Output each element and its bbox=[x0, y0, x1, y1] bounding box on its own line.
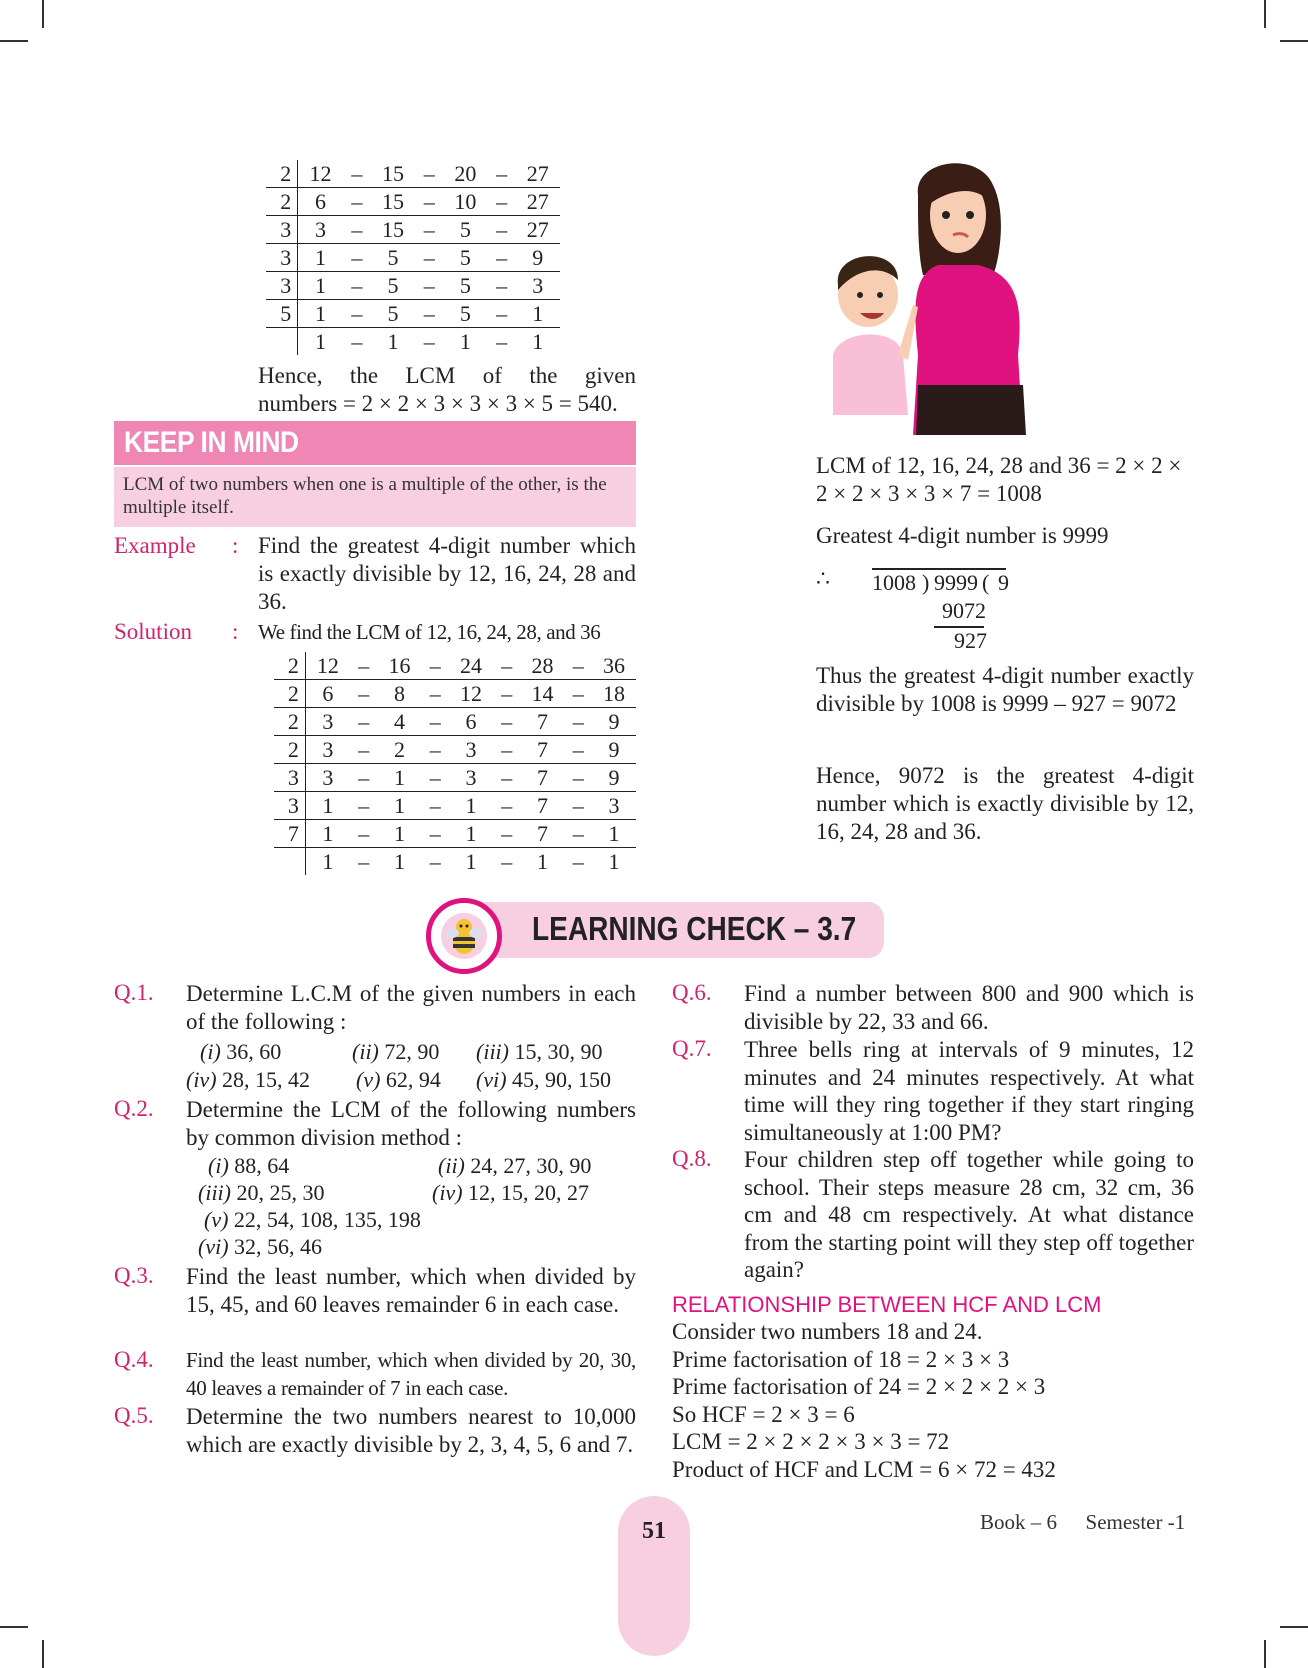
bee-icon bbox=[441, 913, 487, 959]
dash-cell: – bbox=[496, 329, 508, 354]
crop-mark bbox=[42, 0, 44, 28]
q4-text: Find the least number, which when divided by 20, 30, 40 leaves a remainder of 7 in each case. bbox=[186, 1348, 636, 1400]
value-cell: 12 bbox=[298, 160, 343, 188]
solution-label: Solution bbox=[114, 619, 192, 644]
dash-cell: – bbox=[351, 329, 363, 354]
value-cell: 1 bbox=[378, 764, 422, 792]
value-cell: 5 bbox=[443, 300, 487, 328]
solution-text: We find the LCM of 12, 16, 24, 28, and 36 bbox=[258, 620, 601, 644]
table-row bbox=[266, 188, 560, 216]
q1-items bbox=[186, 1038, 636, 1094]
divisor-cell: 3 bbox=[274, 792, 305, 820]
value-cell: 1 bbox=[532, 329, 544, 354]
value-cell: 9 bbox=[592, 736, 636, 764]
value-cell: 15 bbox=[371, 160, 415, 188]
divisor-cell: 3 bbox=[274, 764, 305, 792]
divisor-cell: 3 bbox=[266, 216, 298, 244]
value-cell: 5 bbox=[371, 272, 415, 300]
value-cell: 1 bbox=[378, 792, 422, 820]
q1-item: (vi) 45, 90, 150 bbox=[476, 1067, 612, 1092]
therefore-symbol: ∴ bbox=[816, 566, 830, 591]
learning-check-banner bbox=[426, 898, 884, 986]
q1-item: (iii) 15, 30, 90 bbox=[476, 1039, 603, 1064]
keep-in-mind-box bbox=[114, 421, 636, 527]
q2-item: (vi) 32, 56, 46 bbox=[198, 1234, 323, 1259]
value-cell: 28 bbox=[521, 652, 565, 680]
q3-text: Find the least number, which when divided by 15, 45, and 60 leaves remainder 6 in each case. bbox=[186, 1264, 636, 1317]
q2-number: Q.2. bbox=[114, 1096, 154, 1121]
dash-cell: – bbox=[415, 272, 443, 300]
dash-cell: – bbox=[421, 680, 449, 708]
value-cell: 18 bbox=[592, 680, 636, 708]
value-cell: 36 bbox=[592, 652, 636, 680]
value-cell: 5 bbox=[443, 244, 487, 272]
dash-cell: – bbox=[350, 820, 378, 848]
illustration-svg bbox=[818, 155, 1038, 435]
table-row bbox=[274, 820, 636, 848]
example-label: Example bbox=[114, 533, 196, 558]
q1-item: (iv) 28, 15, 42 bbox=[186, 1067, 311, 1092]
dash-cell: – bbox=[488, 160, 516, 188]
value-cell: 3 bbox=[305, 708, 350, 736]
q2-item: (i) 88, 64 bbox=[208, 1153, 290, 1178]
divisor-cell: 2 bbox=[266, 160, 298, 188]
product: 9072 bbox=[942, 598, 986, 623]
value-cell: 9 bbox=[592, 764, 636, 792]
example-text: Find the greatest 4-digit number which is exactly divisible by 12, 16, 24, 28 and 36. bbox=[258, 533, 636, 614]
divisor-cell: 3 bbox=[266, 272, 298, 300]
dash-cell: – bbox=[343, 160, 371, 188]
dash-cell: – bbox=[564, 680, 592, 708]
dash-cell: – bbox=[343, 272, 371, 300]
dash-cell: – bbox=[488, 300, 516, 328]
q2-text: Determine the LCM of the following numbers by common division method : bbox=[186, 1097, 636, 1150]
hcf-lcm-line: Prime factorisation of 18 = 2 × 3 × 3 bbox=[672, 1346, 1010, 1372]
dash-cell: – bbox=[421, 736, 449, 764]
value-cell: 9 bbox=[516, 244, 560, 272]
dash-cell: – bbox=[343, 216, 371, 244]
divisor-cell: 2 bbox=[274, 708, 305, 736]
hence-line-1: Hence, the LCM of the given bbox=[258, 363, 636, 388]
value-cell: 1 bbox=[608, 849, 620, 874]
dash-cell: – bbox=[493, 764, 521, 792]
value-cell: 7 bbox=[521, 764, 565, 792]
table-row bbox=[266, 244, 560, 272]
value-cell: 3 bbox=[592, 792, 636, 820]
hcf-lcm-heading: RELATIONSHIP BETWEEN HCF AND LCM bbox=[672, 1292, 1102, 1317]
value-cell: 6 bbox=[449, 708, 493, 736]
hence-line-2: numbers = 2 × 2 × 3 × 3 × 3 × 5 = 540. bbox=[258, 391, 618, 416]
value-cell: 1 bbox=[465, 849, 477, 874]
q2-items bbox=[186, 1152, 636, 1264]
dash-cell: – bbox=[493, 736, 521, 764]
dash-cell: – bbox=[564, 652, 592, 680]
value-cell: 14 bbox=[521, 680, 565, 708]
value-cell: 7 bbox=[521, 736, 565, 764]
division-table-1 bbox=[266, 160, 560, 355]
dash-cell: – bbox=[488, 272, 516, 300]
dash-cell: – bbox=[415, 188, 443, 216]
value-cell: 7 bbox=[521, 820, 565, 848]
dash-cell: – bbox=[415, 300, 443, 328]
value-cell: 3 bbox=[305, 736, 350, 764]
value-cell: 10 bbox=[443, 188, 487, 216]
value-cell: 12 bbox=[305, 652, 350, 680]
value-cell: 15 bbox=[371, 216, 415, 244]
table-row bbox=[274, 764, 636, 792]
hcf-lcm-lines bbox=[672, 1318, 1056, 1484]
dash-cell: – bbox=[421, 764, 449, 792]
value-cell: 5 bbox=[371, 244, 415, 272]
value-cell: 12 bbox=[449, 680, 493, 708]
value-cell: 7 bbox=[521, 708, 565, 736]
value-cell: 4 bbox=[378, 708, 422, 736]
value-cell: 1 bbox=[298, 244, 343, 272]
table-row bbox=[266, 328, 560, 356]
table-row bbox=[266, 216, 560, 244]
dash-cell: – bbox=[493, 708, 521, 736]
footer-semester: Semester -1 bbox=[1085, 1510, 1186, 1534]
value-cell: 3 bbox=[305, 764, 350, 792]
value-cell: 27 bbox=[516, 160, 560, 188]
q7-number: Q.7. bbox=[672, 1036, 712, 1061]
dash-cell: – bbox=[564, 820, 592, 848]
value-cell: 1 bbox=[315, 329, 327, 354]
value-cell: 15 bbox=[371, 188, 415, 216]
dash-cell: – bbox=[350, 708, 378, 736]
dash-cell: – bbox=[423, 329, 435, 354]
dash-cell: – bbox=[493, 792, 521, 820]
dividend: 9999 bbox=[934, 570, 978, 595]
dash-cell: – bbox=[564, 736, 592, 764]
hcf-lcm-line: So HCF = 2 × 3 = 6 bbox=[672, 1401, 855, 1427]
table-row bbox=[274, 736, 636, 764]
hcf-lcm-line: Prime factorisation of 24 = 2 × 2 × 2 × 3 bbox=[672, 1374, 1046, 1400]
dash-cell: – bbox=[343, 300, 371, 328]
q8-number: Q.8. bbox=[672, 1146, 712, 1171]
table-row bbox=[274, 680, 636, 708]
dash-cell: – bbox=[501, 849, 513, 874]
value-cell: 1 bbox=[516, 300, 560, 328]
divisor-cell: 2 bbox=[274, 736, 305, 764]
dash-cell: – bbox=[564, 708, 592, 736]
dash-cell: – bbox=[415, 160, 443, 188]
dash-cell: – bbox=[350, 736, 378, 764]
value-cell: 3 bbox=[516, 272, 560, 300]
dash-cell: – bbox=[572, 849, 584, 874]
value-cell: 5 bbox=[443, 272, 487, 300]
divisor-cell bbox=[274, 848, 305, 876]
value-cell: 3 bbox=[298, 216, 343, 244]
dash-cell: – bbox=[421, 792, 449, 820]
crop-mark bbox=[1280, 40, 1308, 42]
q1-item: (v) 62, 94 bbox=[356, 1067, 441, 1092]
quotient-bracket: ( bbox=[982, 570, 990, 595]
crop-mark bbox=[0, 1626, 28, 1628]
hcf-lcm-line: Consider two numbers 18 and 24. bbox=[672, 1319, 983, 1344]
value-cell: 6 bbox=[298, 188, 343, 216]
dash-cell: – bbox=[343, 188, 371, 216]
hence-text bbox=[258, 362, 636, 418]
keep-in-mind-body bbox=[114, 467, 636, 527]
value-cell: 1 bbox=[298, 300, 343, 328]
divisor-cell: 3 bbox=[266, 244, 298, 272]
table-row bbox=[266, 272, 560, 300]
value-cell: 7 bbox=[521, 792, 565, 820]
q4-number: Q.4. bbox=[114, 1347, 154, 1372]
footer-book-info bbox=[980, 1510, 1185, 1535]
divisor-cell: 7 bbox=[274, 820, 305, 848]
value-cell: 1 bbox=[387, 329, 399, 354]
keep-in-mind-title-bar bbox=[114, 421, 636, 465]
value-cell: 16 bbox=[378, 652, 422, 680]
dash-cell: – bbox=[493, 820, 521, 848]
hcf-lcm-line: Product of HCF and LCM = 6 × 72 = 432 bbox=[672, 1456, 1056, 1482]
dash-cell: – bbox=[350, 792, 378, 820]
dash-cell: – bbox=[564, 764, 592, 792]
value-cell: 1 bbox=[298, 272, 343, 300]
divisor-cell: 2 bbox=[274, 680, 305, 708]
dash-cell: – bbox=[429, 849, 441, 874]
value-cell: 8 bbox=[378, 680, 422, 708]
remainder: 927 bbox=[954, 628, 987, 653]
table-row bbox=[274, 708, 636, 736]
crop-mark bbox=[1264, 0, 1266, 28]
page-number-tab bbox=[618, 1496, 690, 1656]
keep-in-mind-text: LCM of two numbers when one is a multiple of the other, is the multiple itself. bbox=[123, 474, 607, 518]
dash-cell: – bbox=[343, 244, 371, 272]
q3-number: Q.3. bbox=[114, 1263, 154, 1288]
dash-cell: – bbox=[488, 188, 516, 216]
dash-cell: – bbox=[350, 652, 378, 680]
footer-book: Book – 6 bbox=[980, 1510, 1058, 1534]
q5-text: Determine the two numbers nearest to 10,000 which are exactly divisible by 2, 3, 4, 5, 6 and 7. bbox=[186, 1404, 636, 1457]
divisor-cell: 2 bbox=[266, 188, 298, 216]
q2-item: (iv) 12, 15, 20, 27 bbox=[432, 1180, 590, 1205]
keep-in-mind-title: KEEP IN MIND bbox=[124, 426, 299, 459]
q2-item: (ii) 24, 27, 30, 90 bbox=[438, 1153, 592, 1178]
value-cell: 1 bbox=[305, 820, 350, 848]
table-row bbox=[274, 848, 636, 876]
q1-item: (ii) 72, 90 bbox=[352, 1039, 440, 1064]
value-cell: 27 bbox=[516, 216, 560, 244]
value-cell: 1 bbox=[592, 820, 636, 848]
value-cell: 1 bbox=[394, 849, 405, 874]
example-colon: : bbox=[232, 533, 239, 558]
division-bracket: ) bbox=[922, 570, 930, 595]
value-cell: 1 bbox=[322, 849, 334, 874]
table-row bbox=[274, 652, 636, 680]
hcf-lcm-line: LCM = 2 × 2 × 2 × 3 × 3 = 72 bbox=[672, 1429, 950, 1455]
q1-number: Q.1. bbox=[114, 980, 154, 1005]
q2-item: (iii) 20, 25, 30 bbox=[198, 1180, 325, 1205]
value-cell: 27 bbox=[516, 188, 560, 216]
value-cell: 1 bbox=[449, 820, 493, 848]
value-cell: 1 bbox=[459, 329, 471, 354]
dash-cell: – bbox=[488, 216, 516, 244]
value-cell: 1 bbox=[449, 792, 493, 820]
dash-cell: – bbox=[415, 216, 443, 244]
dash-cell: – bbox=[564, 792, 592, 820]
crop-mark bbox=[1280, 1626, 1308, 1628]
dash-cell: – bbox=[488, 244, 516, 272]
table-row bbox=[274, 792, 636, 820]
value-cell: 1 bbox=[305, 792, 350, 820]
value-cell: 1 bbox=[537, 849, 548, 874]
value-cell: 3 bbox=[449, 764, 493, 792]
divisor-cell: 5 bbox=[266, 300, 298, 328]
dash-cell: – bbox=[350, 764, 378, 792]
division-table-2 bbox=[274, 652, 636, 875]
value-cell: 5 bbox=[443, 216, 487, 244]
dash-cell: – bbox=[421, 820, 449, 848]
dash-cell: – bbox=[350, 680, 378, 708]
crop-mark bbox=[42, 1640, 44, 1668]
crop-mark bbox=[1264, 1640, 1266, 1668]
lcm-result-text: LCM of 12, 16, 24, 28 and 36 = 2 × 2 × 2 × 2 × 3 × 3 × 7 = 1008 bbox=[816, 453, 1182, 506]
solution-colon: : bbox=[232, 619, 239, 644]
hence-final-text: Hence, 9072 is the greatest 4-digit number which is exactly divisible by 12, 16, 24, 28 and 36. bbox=[816, 763, 1194, 844]
dash-cell: – bbox=[493, 652, 521, 680]
q5-number: Q.5. bbox=[114, 1403, 154, 1428]
value-cell: 24 bbox=[449, 652, 493, 680]
long-division bbox=[816, 566, 1116, 656]
value-cell: 5 bbox=[371, 300, 415, 328]
divisor: 1008 bbox=[872, 570, 916, 595]
bee-badge bbox=[426, 898, 502, 974]
q6-text: Find a number between 800 and 900 which is divisible by 22, 33 and 66. bbox=[744, 981, 1194, 1034]
learning-check-title: LEARNING CHECK – 3.7 bbox=[532, 910, 857, 947]
table-row bbox=[266, 300, 560, 328]
q8-text: Four children step off together while going to school. Their steps measure 28 cm, 32 cm, 36 cm and 48 cm respectively. At what distance from the starting point will they step off together again? bbox=[744, 1147, 1194, 1282]
q1-text: Determine L.C.M of the given numbers in each of the following : bbox=[186, 981, 636, 1034]
table-row bbox=[266, 160, 560, 188]
divisor-cell bbox=[266, 328, 298, 356]
value-cell: 9 bbox=[592, 708, 636, 736]
dash-cell: – bbox=[415, 244, 443, 272]
value-cell: 3 bbox=[449, 736, 493, 764]
q1-item: (i) 36, 60 bbox=[200, 1039, 282, 1064]
dash-cell: – bbox=[421, 708, 449, 736]
value-cell: 6 bbox=[305, 680, 350, 708]
divisor-cell: 2 bbox=[274, 652, 305, 680]
q6-number: Q.6. bbox=[672, 980, 712, 1005]
dash-cell: – bbox=[493, 680, 521, 708]
crop-mark bbox=[0, 40, 28, 42]
dash-cell: – bbox=[421, 652, 449, 680]
greatest-4-digit-text: Greatest 4-digit number is 9999 bbox=[816, 523, 1109, 548]
thus-text: Thus the greatest 4-digit number exactly divisible by 1008 is 9999 – 927 = 9072 bbox=[816, 663, 1194, 716]
illustration-mother-and-child bbox=[818, 155, 1038, 435]
value-cell: 1 bbox=[378, 820, 422, 848]
q2-item: (v) 22, 54, 108, 135, 198 bbox=[204, 1207, 421, 1232]
quotient: 9 bbox=[998, 570, 1009, 595]
value-cell: 2 bbox=[378, 736, 422, 764]
value-cell: 20 bbox=[443, 160, 487, 188]
q7-text: Three bells ring at intervals of 9 minutes, 12 minutes and 24 minutes respectively. At what time will they ring together if they start ringing simultaneously at 1:00 PM? bbox=[744, 1037, 1194, 1145]
dash-cell: – bbox=[358, 849, 370, 874]
page-number: 51 bbox=[642, 1518, 666, 1544]
